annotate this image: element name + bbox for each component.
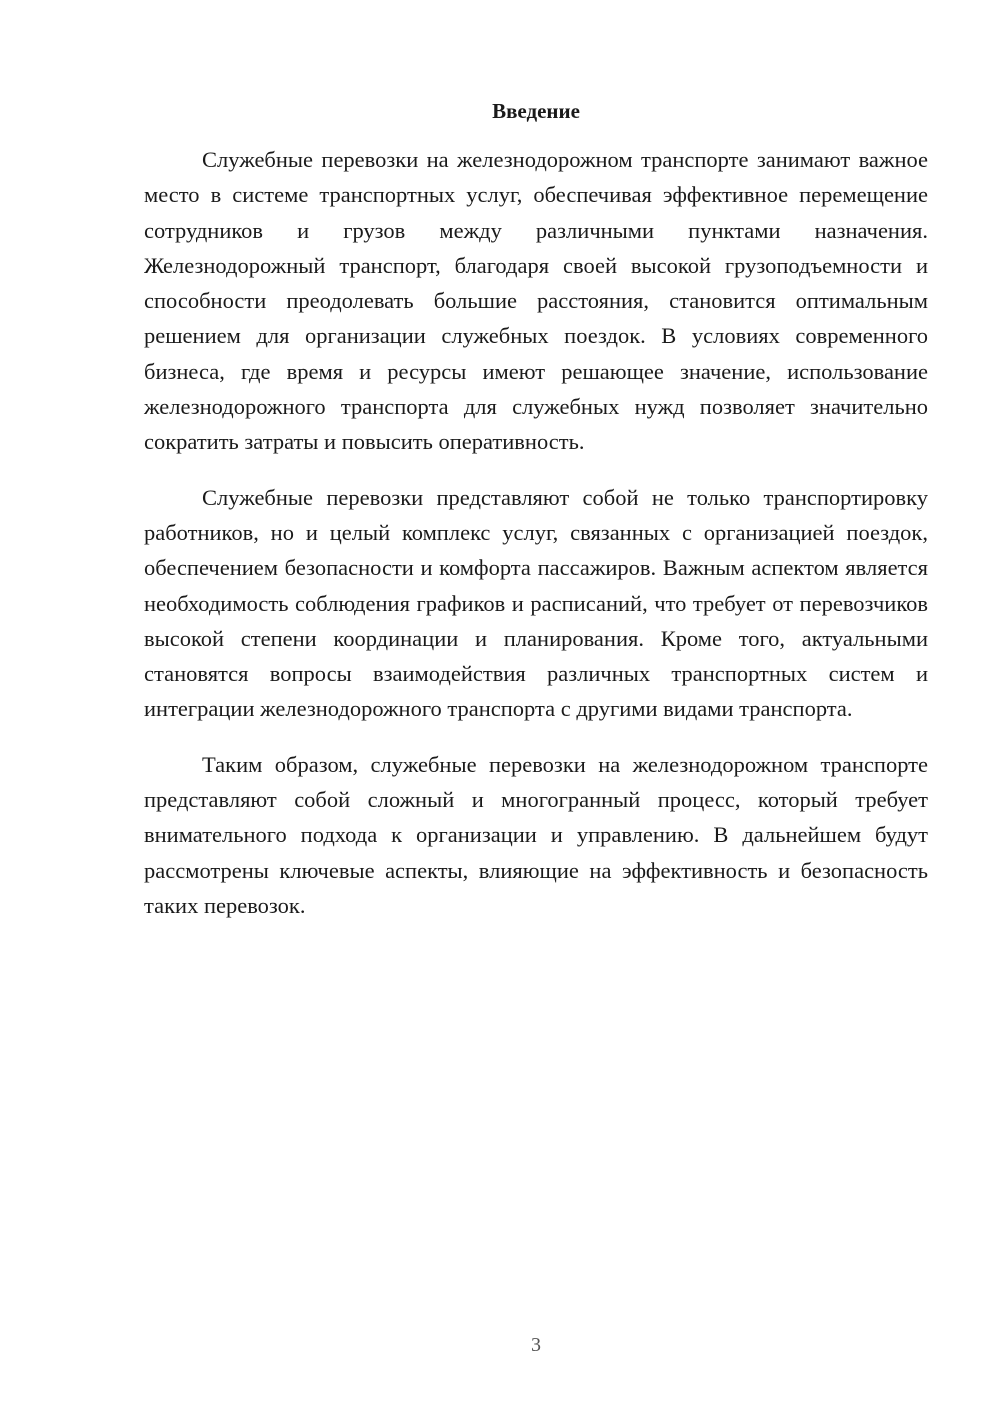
body-text [144, 142, 928, 943]
paragraph-2: Служебные перевозки представляют собой не только транспортировку работников, но и целый комплекс услуг, связанных с организацией поездок, обеспечением безопасности и комфорта пассажиров. Важным аспектом является необходимость соблюдения графиков и расписаний, что требует от перевозчиков высокой степени координации и планирования. Кроме того, актуальными становятся вопросы взаимодействия различных транспортных систем и интеграции железнодорожного транспорта с другими видами транспорта. [144, 484, 928, 722]
page-number: 3 [531, 1334, 541, 1356]
paragraph-3: Таким образом, служебные перевозки на железнодорожном транспорте представляют собой сложный и многогранный процесс, который требует внимательного подхода к организации и управлению. В дальнейшем будут рассмотрены ключевые аспекты, влияющие на эффективность и безопасность таких перевозок. [144, 751, 928, 918]
section-title: Введение [492, 99, 580, 123]
paragraph-1: Служебные перевозки на железнодорожном транспорте занимают важное место в системе транспортных услуг, обеспечивая эффективное перемещение сотрудников и грузов между различными пунктами назначения. Железнодорожный транспорт, благодаря своей высокой грузоподъемности и способности преодолевать большие расстояния, становится оптимальным решением для организации служебных поездок. В условиях современного бизнеса, где время и ресурсы имеют решающее значение, использование железнодорожного транспорта для служебных нужд позволяет значительно сократить затраты и повысить оперативность. [144, 147, 928, 455]
